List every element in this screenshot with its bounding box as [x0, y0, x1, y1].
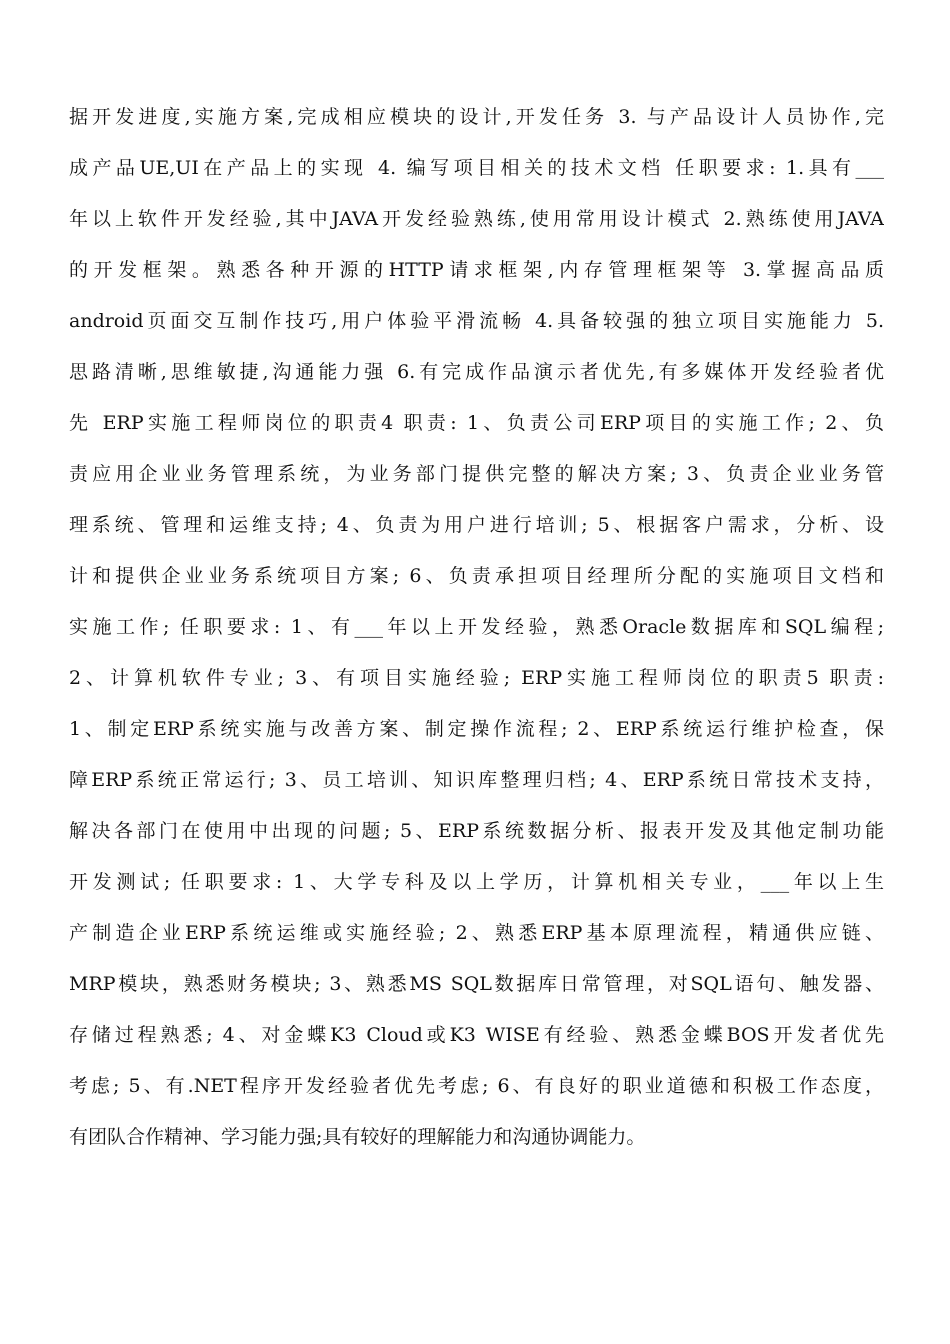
text-line: android页面交互制作技巧,用户体验平滑流畅 4.具备较强的独立项目实施能力 5. [69, 310, 884, 332]
text-line: 的开发框架。熟悉各种开源的HTTP请求框架,内存管理框架等 3.掌握高品质 [69, 259, 884, 281]
text-line: 实施工作; 任职要求: 1、有___年以上开发经验，熟悉Oracle数据库和SQL编程; [69, 616, 884, 638]
text-line: 存储过程熟悉; 4、对金蝶K3 Cloud或K3 WISE有经验、熟悉金蝶BOS开发者优先 [69, 1024, 884, 1046]
text-line: 2、计算机软件专业; 3、有项目实施经验; ERP实施工程师岗位的职责5 职责: [69, 667, 884, 689]
text-line: 成产品UE,UI在产品上的实现 4. 编写项目相关的技术文档 任职要求: 1.具有___ [69, 157, 884, 179]
text-line: 产制造企业ERP系统运维或实施经验; 2、熟悉ERP基本原理流程，精通供应链、 [69, 922, 884, 944]
text-line: 据开发进度,实施方案,完成相应模块的设计,开发任务 3. 与产品设计人员协作,完 [69, 106, 884, 128]
text-line: 障ERP系统正常运行; 3、员工培训、知识库整理归档; 4、ERP系统日常技术支持， [69, 769, 884, 791]
text-line: 思路清晰,思维敏捷,沟通能力强 6.有完成作品演示者优先,有多媒体开发经验者优 [69, 361, 884, 383]
text-line: 理系统、管理和运维支持; 4、负责为用户进行培训; 5、根据客户需求，分析、设 [69, 514, 884, 536]
text-line: 开发测试; 任职要求: 1、大学专科及以上学历，计算机相关专业，___年以上生 [69, 871, 884, 893]
text-line: MRP模块，熟悉财务模块; 3、熟悉MS SQL数据库日常管理，对SQL语句、触发器、 [69, 973, 884, 995]
text-line: 有团队合作精神、学习能力强;具有较好的理解能力和沟通协调能力。 [69, 1126, 646, 1148]
text-line: 1、制定ERP系统实施与改善方案、制定操作流程; 2、ERP系统运行维护检查，保 [69, 718, 884, 740]
text-line: 先 ERP实施工程师岗位的职责4 职责: 1、负责公司ERP项目的实施工作; 2、负 [69, 412, 884, 434]
text-line: 责应用企业业务管理系统，为业务部门提供完整的解决方案; 3、负责企业业务管 [69, 463, 884, 485]
text-line: 年以上软件开发经验,其中JAVA开发经验熟练,使用常用设计模式 2.熟练使用JAVA [69, 208, 884, 230]
body-text [69, 92, 884, 1163]
text-line: 计和提供企业业务系统项目方案; 6、负责承担项目经理所分配的实施项目文档和 [69, 565, 884, 587]
text-line: 解决各部门在使用中出现的问题; 5、ERP系统数据分析、报表开发及其他定制功能 [69, 820, 884, 842]
text-line: 考虑; 5、有.NET程序开发经验者优先考虑; 6、有良好的职业道德和积极工作态度， [69, 1075, 884, 1097]
